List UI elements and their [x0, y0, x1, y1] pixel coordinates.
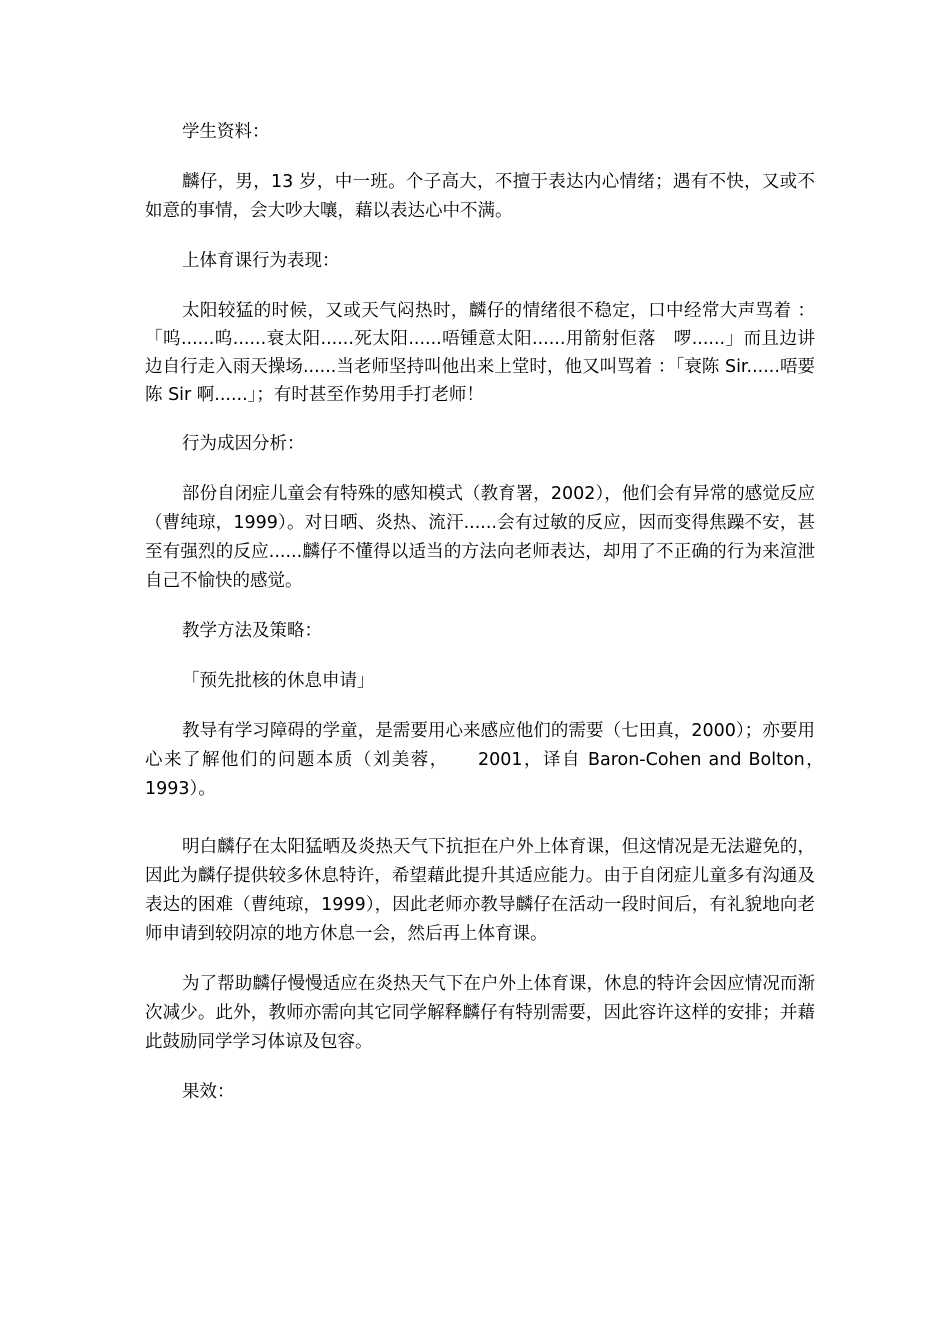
heading-student-profile: 学生资料： [182, 122, 270, 142]
heading-outcome: 果效： [182, 1082, 235, 1102]
paragraph-gradual-reduction: 为了帮助麟仔慢慢适应在炎热天气下在户外上体育课，休息的特许会因应情况而渐次减少。此外，教师亦需向其它同学解释麟仔有特别需要，因此容许这样的安排；并藉此鼓励同学学习体谅及包容。 [145, 974, 815, 1052]
paragraph-behavior-cause: 部份自闭症儿童会有特殊的感知模式（教育署，2002），他们会有异常的感觉反应（曹纯琼，1999）。对日晒、炎热、流汗......会有过敏的反应，因而变得焦躁不安，甚至有强烈的反应......麟仔不懂得以适当的方法向老师表达，却用了不正确的行为来渲泄自己不愉快的感觉。 [145, 484, 815, 591]
heading-behavior-cause: 行为成因分析： [182, 434, 305, 454]
heading-teaching-strategy: 教学方法及策略： [182, 621, 322, 641]
heading-rest-application: 「预先批核的休息申请」 [182, 671, 375, 691]
paragraph-pe-behavior: 太阳较猛的时候，又或天气闷热时，麟仔的情绪很不稳定，口中经常大声骂着 ：「呜......呜......衰太阳......死太阳......唔锺意太阳......用箭射佢落 啰......」而且边讲边自行走入雨天操场......当老师坚持叫他出来上堂时，他又叫骂着 ：「衰陈 Sir......唔要陈 Sir 啊......」；有时甚至作势用手打老师！ [145, 301, 815, 405]
paragraph-student-profile: 麟仔，男，13 岁，中一班。个子高大，不擅于表达内心情绪；遇有不快，又或不如意的事情，会大吵大嚷，藉以表达心中不满。 [145, 172, 815, 221]
paragraph-rest-permission: 明白麟仔在太阳猛晒及炎热天气下抗拒在户外上体育课，但这情况是无法避免的，因此为麟仔提供较多休息特许，希望藉此提升其适应能力。由于自闭症儿童多有沟通及表达的困难（曹纯琼，1999），因此老师亦教导麟仔在活动一段时间后，有礼貌地向老师申请到较阴凉的地方休息一会，然后再上体育课。 [145, 837, 815, 944]
document-page [145, 118, 833, 1128]
heading-pe-behavior: 上体育课行为表现： [182, 251, 340, 271]
paragraph-teaching-approach: 教导有学习障碍的学童，是需要用心来感应他们的需要（七田真，2000）；亦要用心来了解他们的问题本质（刘美蓉， 2001，译自 Baron-Cohen and Bolton， 1993）。 [145, 721, 833, 799]
